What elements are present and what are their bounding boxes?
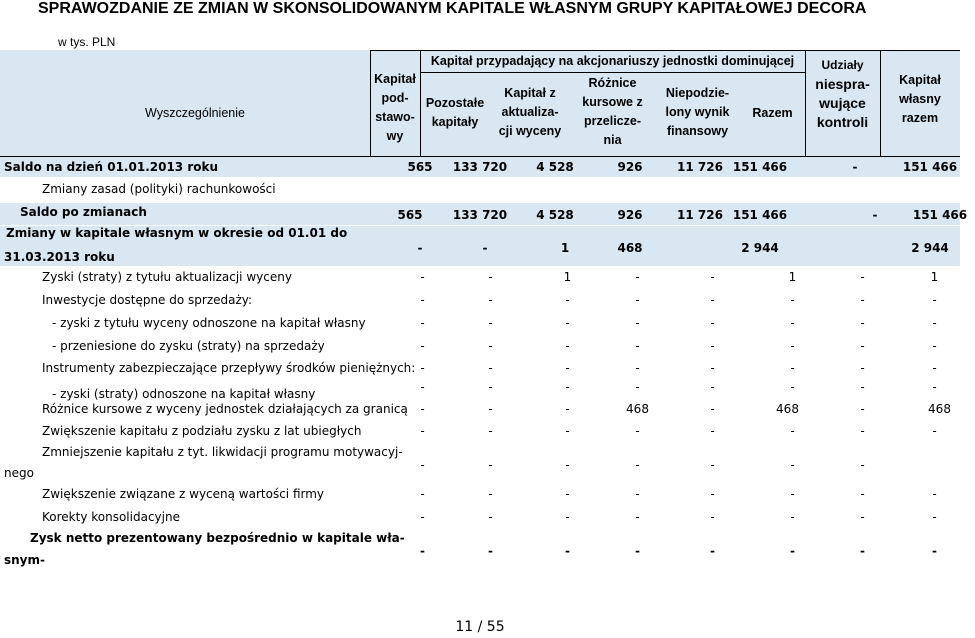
cell-text: 4 528 bbox=[536, 208, 574, 222]
cell-text: - bbox=[860, 510, 865, 524]
table-row bbox=[0, 315, 960, 335]
cell-text: 468 bbox=[928, 402, 951, 416]
cell-text: - bbox=[790, 339, 795, 353]
cell-text: Saldo po zmianach bbox=[20, 205, 147, 219]
cell-text: - bbox=[635, 510, 640, 524]
cell-text: - bbox=[872, 208, 878, 222]
cell-text: - bbox=[635, 458, 640, 472]
cell-text: 565 bbox=[397, 208, 423, 222]
cell-text: - bbox=[635, 544, 640, 558]
cell-text: Udziały bbox=[821, 58, 864, 72]
cell-text: - bbox=[488, 339, 493, 353]
cell-text: Instrumenty zabezpieczające przepływy środków pieniężnych: bbox=[42, 361, 416, 375]
cell-text: - bbox=[790, 487, 795, 501]
cell-text: Pozostałe bbox=[425, 96, 485, 110]
cell-text: - bbox=[565, 544, 570, 558]
cell-text: - bbox=[565, 361, 570, 375]
cell-text: - bbox=[420, 361, 425, 375]
cell-text: - bbox=[790, 544, 795, 558]
cell-text: Kapitał bbox=[374, 72, 416, 86]
header-nci bbox=[805, 56, 880, 132]
cell-text: - bbox=[488, 424, 493, 438]
cell-text: - bbox=[420, 510, 425, 524]
cell-text: nego bbox=[4, 466, 34, 480]
cell-text: snym- bbox=[4, 553, 45, 567]
cell-text: Zmiany zasad (polityki) rachunkowości bbox=[42, 182, 276, 196]
cell-text: - bbox=[710, 487, 715, 501]
cell-text: - bbox=[565, 293, 570, 307]
cell-text: - bbox=[488, 402, 493, 416]
cell-text: - bbox=[420, 293, 425, 307]
cell-text: - bbox=[635, 339, 640, 353]
cell-text: - bbox=[860, 424, 865, 438]
table-row bbox=[0, 486, 960, 506]
cell-text: Zmniejszenie kapitału z tyt. likwidacji programu motywacyj- bbox=[42, 445, 403, 459]
cell-text: - bbox=[710, 339, 715, 353]
cell-text: - bbox=[860, 487, 865, 501]
cell-text: 1 bbox=[930, 270, 939, 284]
cell-text: Korekty konsolidacyjne bbox=[42, 510, 180, 524]
cell-text: - bbox=[860, 293, 865, 307]
table-row bbox=[0, 226, 960, 266]
table-row bbox=[0, 203, 968, 225]
cell-text: - bbox=[565, 316, 570, 330]
cell-text: - bbox=[565, 510, 570, 524]
cell-text: lony wynik bbox=[665, 105, 730, 119]
cell-text: - bbox=[420, 402, 425, 416]
cell-text: - bbox=[860, 361, 865, 375]
cell-text: 2 944 bbox=[911, 241, 949, 255]
cell-text: - bbox=[710, 316, 715, 330]
cell-text: - bbox=[860, 380, 865, 394]
cell-text: - bbox=[420, 487, 425, 501]
header-revaluation bbox=[490, 84, 570, 141]
header-share-capital bbox=[370, 70, 420, 146]
cell-text: stawo- bbox=[375, 110, 415, 124]
cell-text: - bbox=[932, 293, 937, 307]
cell-text: - bbox=[860, 316, 865, 330]
cell-text: 1 bbox=[560, 241, 570, 255]
cell-text: - bbox=[710, 361, 715, 375]
cell-text: - bbox=[790, 510, 795, 524]
cell-text: 151 466 bbox=[902, 160, 958, 174]
cell-text: 468 bbox=[626, 402, 649, 416]
cell-text: - bbox=[420, 339, 425, 353]
cell-text: - bbox=[420, 380, 425, 394]
cell-text: Zmiany w kapitale własnym w okresie od 01.01 do bbox=[6, 226, 348, 240]
cell-text: 2 944 bbox=[741, 241, 779, 255]
cell-text: - bbox=[790, 424, 795, 438]
cell-text: - bbox=[790, 361, 795, 375]
table-row bbox=[0, 292, 960, 312]
cell-text: 133 720 bbox=[452, 208, 508, 222]
cell-text: - bbox=[710, 424, 715, 438]
cell-text: - bbox=[488, 270, 493, 284]
cell-text: kursowe z bbox=[582, 95, 643, 109]
cell-text: - bbox=[635, 361, 640, 375]
cell-text: - bbox=[635, 293, 640, 307]
header-retained bbox=[655, 84, 740, 141]
cell-text: - zyski (straty) odnoszone na kapitał własny bbox=[52, 387, 316, 401]
cell-text: - bbox=[488, 487, 493, 501]
cell-text: - bbox=[565, 487, 570, 501]
cell-text: Zysk netto prezentowany bezpośrednio w kapitale wła- bbox=[30, 531, 405, 545]
cell-text: - bbox=[635, 380, 640, 394]
table-row bbox=[0, 360, 960, 380]
cell-text: 468 bbox=[776, 402, 799, 416]
header-group: Kapitał przypadający na akcjonariuszy jednostki dominującej bbox=[430, 54, 795, 68]
cell-text: - bbox=[635, 270, 640, 284]
cell-text: 1 bbox=[788, 270, 797, 284]
cell-text: wy bbox=[386, 129, 404, 143]
cell-text: - bbox=[565, 424, 570, 438]
table-row bbox=[0, 445, 960, 485]
table-row bbox=[0, 269, 960, 289]
cell-text: 133 720 bbox=[452, 160, 508, 174]
cell-text: - bbox=[790, 293, 795, 307]
cell-text: - bbox=[860, 458, 865, 472]
cell-text: - bbox=[482, 241, 488, 255]
cell-text: - bbox=[710, 458, 715, 472]
cell-text: 926 bbox=[617, 160, 643, 174]
cell-text: - bbox=[860, 544, 865, 558]
cell-text: - bbox=[710, 544, 715, 558]
page-number: 11 / 55 bbox=[455, 619, 505, 635]
cell-text: - bbox=[710, 510, 715, 524]
cell-text: 4 528 bbox=[536, 160, 574, 174]
cell-text: aktualiza- bbox=[501, 105, 559, 119]
cell-text: - bbox=[420, 458, 425, 472]
cell-text: - bbox=[932, 510, 937, 524]
cell-text: Zwiększenie związane z wyceną wartości firmy bbox=[42, 487, 325, 501]
cell-text: - bbox=[488, 458, 493, 472]
cell-text: - bbox=[420, 270, 425, 284]
cell-text: - bbox=[710, 402, 715, 416]
cell-text: - bbox=[860, 339, 865, 353]
table-row bbox=[0, 338, 960, 358]
table-row bbox=[0, 378, 960, 402]
cell-text: - bbox=[488, 380, 493, 394]
header-fx-diff bbox=[570, 74, 655, 150]
cell-text: - bbox=[565, 402, 570, 416]
cell-text: - bbox=[790, 458, 795, 472]
cell-text: cji wyceny bbox=[498, 124, 562, 138]
cell-text: - bbox=[932, 487, 937, 501]
group-divider bbox=[420, 72, 805, 73]
cell-text: finansowy bbox=[666, 124, 729, 138]
cell-text: - bbox=[488, 510, 493, 524]
cell-text: Różnice kursowe z wyceny jednostek działających za granicą bbox=[42, 402, 408, 416]
cell-text: - bbox=[932, 380, 937, 394]
cell-text: - bbox=[932, 544, 937, 558]
cell-text: - bbox=[790, 380, 795, 394]
cell-text: - bbox=[488, 316, 493, 330]
cell-text: - bbox=[635, 424, 640, 438]
table-row bbox=[0, 180, 960, 200]
table-row bbox=[0, 157, 960, 177]
cell-text: - bbox=[932, 339, 937, 353]
cell-text: - bbox=[420, 424, 425, 438]
cell-text: 468 bbox=[617, 241, 643, 255]
cell-text: 31.03.2013 roku bbox=[4, 250, 115, 264]
cell-text: - bbox=[417, 241, 423, 255]
cell-text: - bbox=[932, 316, 937, 330]
table-row bbox=[0, 401, 960, 421]
cell-text: 11 726 bbox=[677, 160, 723, 174]
header-total: Razem bbox=[752, 106, 793, 120]
table-row bbox=[0, 423, 960, 443]
cell-text: - bbox=[488, 293, 493, 307]
cell-text: 1 bbox=[563, 270, 572, 284]
cell-text: - bbox=[635, 316, 640, 330]
table-row bbox=[0, 531, 960, 573]
header-desc: Wyszczególnienie bbox=[145, 106, 245, 120]
cell-text: razem bbox=[901, 111, 939, 125]
cell-text: - bbox=[488, 544, 493, 558]
cell-text: Różnice bbox=[588, 76, 637, 90]
cell-text: - bbox=[852, 160, 858, 174]
cell-text: - bbox=[420, 316, 425, 330]
cell-text: Kapitał z bbox=[504, 86, 556, 100]
cell-text: - zyski z tytułu wyceny odnoszone na kapitał własny bbox=[52, 316, 366, 330]
cell-text: Kapitał bbox=[899, 73, 941, 87]
cell-text: - bbox=[488, 361, 493, 375]
header-other-capital bbox=[420, 94, 490, 132]
cell-text: 565 bbox=[407, 160, 433, 174]
cell-text: - bbox=[635, 487, 640, 501]
cell-text: - bbox=[860, 402, 865, 416]
cell-text: - bbox=[860, 270, 865, 284]
cell-text: - bbox=[710, 293, 715, 307]
table-row bbox=[0, 509, 960, 529]
cell-text: niespra- bbox=[815, 76, 870, 92]
cell-text: - bbox=[932, 424, 937, 438]
cell-text: - bbox=[565, 339, 570, 353]
header-top-border bbox=[370, 50, 960, 51]
cell-text: 926 bbox=[617, 208, 643, 222]
unit-label: w tys. PLN bbox=[58, 35, 116, 49]
cell-text: - bbox=[710, 380, 715, 394]
header-equity-total bbox=[880, 71, 960, 128]
cell-text: Niepodzie- bbox=[665, 86, 730, 100]
cell-text: - bbox=[932, 361, 937, 375]
cell-text: kapitały bbox=[431, 115, 479, 129]
cell-text: Zwiększenie kapitału z podziału zysku z lat ubiegłych bbox=[42, 424, 362, 438]
cell-text: 11 726 bbox=[677, 208, 723, 222]
cell-text: Zyski (straty) z tytułu aktualizacji wyceny bbox=[42, 270, 292, 284]
cell-text: - bbox=[790, 316, 795, 330]
cell-text: wujące bbox=[819, 95, 866, 111]
cell-text: własny bbox=[899, 92, 941, 106]
report-title: SPRAWOZDANIE ZE ZMIAN W SKONSOLIDOWANYM KAPITALE WŁASNYM GRUPY KAPITAŁOWEJ DECORA bbox=[38, 0, 867, 17]
cell-text: 151 466 bbox=[732, 208, 788, 222]
cell-text: - bbox=[420, 544, 425, 558]
cell-text: - bbox=[710, 270, 715, 284]
cell-text: pod- bbox=[381, 91, 409, 105]
cell-text: kontroli bbox=[816, 114, 869, 130]
cell-text: - przeniesione do zysku (straty) na sprzedaży bbox=[52, 339, 325, 353]
cell-text: 151 466 bbox=[732, 160, 788, 174]
cell-text: - bbox=[565, 458, 570, 472]
cell-text: nia bbox=[603, 133, 622, 147]
cell-text: Inwestycje dostępne do sprzedaży: bbox=[42, 293, 253, 307]
cell-text: przelicze- bbox=[584, 114, 641, 128]
cell-text: Saldo na dzień 01.01.2013 roku bbox=[4, 160, 219, 174]
cell-text: - bbox=[565, 380, 570, 394]
cell-text: 151 466 bbox=[912, 208, 968, 222]
